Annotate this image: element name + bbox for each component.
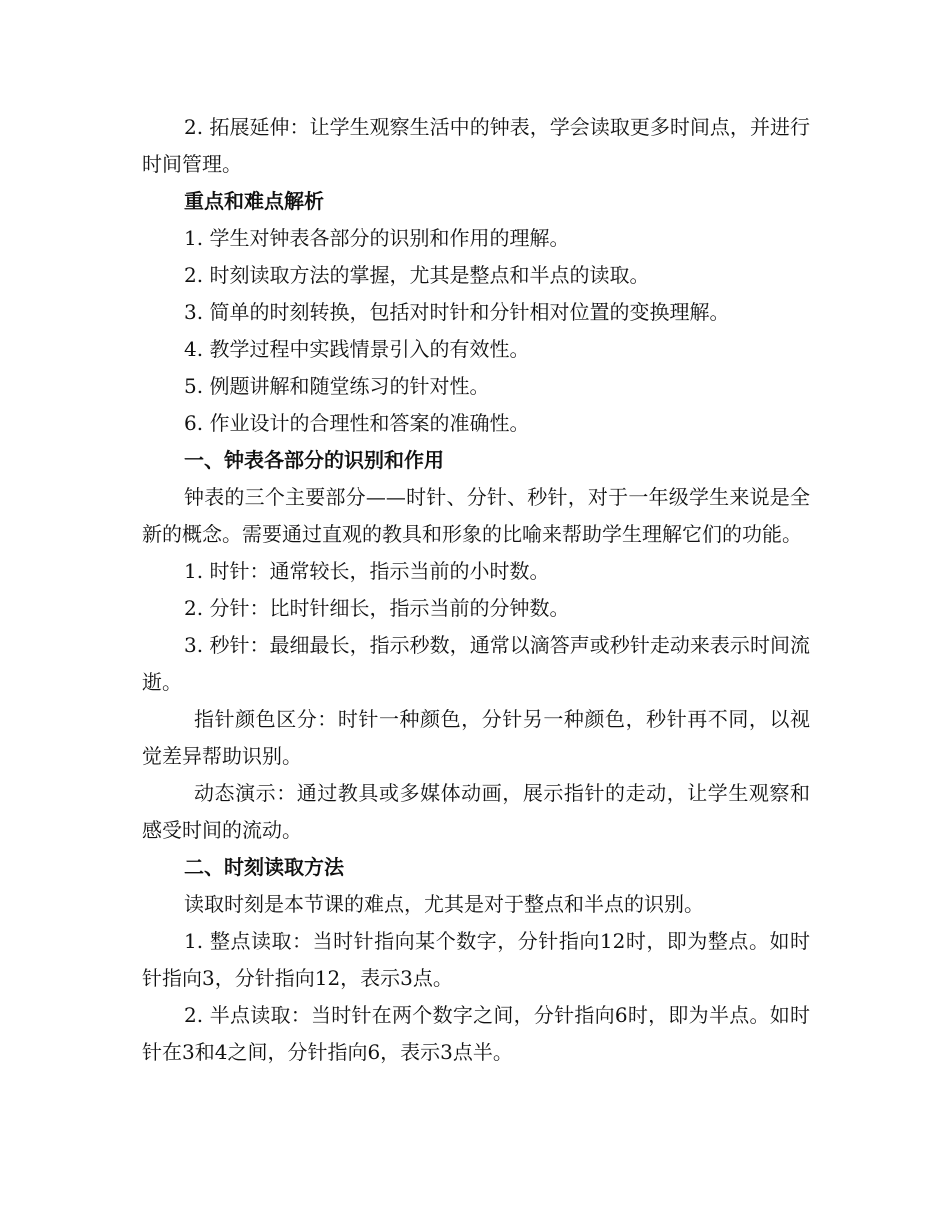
list-item: 1. 学生对钟表各部分的识别和作用的理解。 [184,226,570,250]
document-body [142,109,810,1071]
list-item: 2. 拓展延伸：让学生观察生活中的钟表，学会读取更多时间点，并进行时间管理。 [142,115,810,176]
list-item: 1. 时针：通常较长，指示当前的小时数。 [184,559,550,583]
section-heading: 二、时刻读取方法 [184,855,344,879]
body-paragraph: 指针颜色区分：时针一种颜色，分针另一种颜色，秒针再不同，以视觉差异帮助识别。 [142,707,810,768]
list-item: 1. 整点读取：当时针指向某个数字，分针指向12时，即为整点。如时针指向3，分针指向12，表示3点。 [142,929,810,990]
list-item: 5. 例题讲解和随堂练习的针对性。 [184,374,490,398]
list-item: 2. 时刻读取方法的掌握，尤其是整点和半点的读取。 [184,263,650,287]
section-heading: 一、钟表各部分的识别和作用 [184,448,444,472]
list-item: 2. 半点读取：当时针在两个数字之间，分针指向6时，即为半点。如时针在3和4之间，分针指向6，表示3点半。 [142,1003,810,1064]
list-item: 4. 教学过程中实践情景引入的有效性。 [184,337,530,361]
body-paragraph: 钟表的三个主要部分——时针、分针、秒针，对于一年级学生来说是全新的概念。需要通过直观的教具和形象的比喻来帮助学生理解它们的功能。 [142,485,810,546]
list-item: 3. 简单的时刻转换，包括对时针和分针相对位置的变换理解。 [184,300,730,324]
list-item: 6. 作业设计的合理性和答案的准确性。 [184,411,530,435]
body-paragraph: 动态演示：通过教具或多媒体动画，展示指针的走动，让学生观察和感受时间的流动。 [142,781,810,842]
list-item: 3. 秒针：最细最长，指示秒数，通常以滴答声或秒针走动来表示时间流逝。 [142,633,810,694]
body-paragraph: 读取时刻是本节课的难点，尤其是对于整点和半点的识别。 [184,892,704,916]
list-item: 2. 分针：比时针细长，指示当前的分钟数。 [184,596,570,620]
section-heading: 重点和难点解析 [184,189,324,213]
